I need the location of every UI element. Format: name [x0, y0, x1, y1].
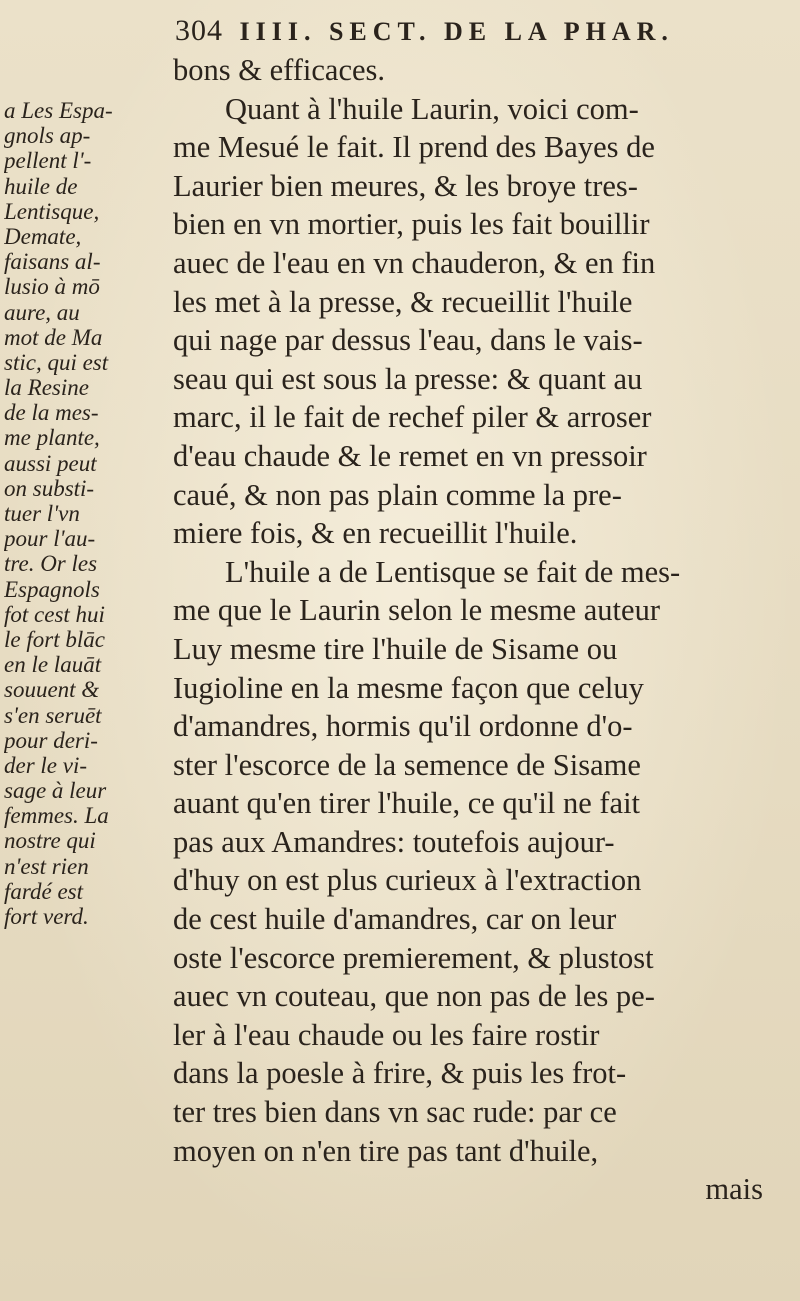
margin-note-line: gnols ap-: [4, 123, 91, 149]
text-line: Laurier bien meures, & les broye tres-: [173, 168, 638, 203]
margin-note-line: huile de: [4, 173, 78, 199]
margin-note-line: tuer l'vn: [4, 501, 80, 526]
text-line: auec de l'eau en vn chauderon, & en fin: [173, 245, 656, 280]
margin-note-line: n'est rien: [4, 853, 89, 879]
text-line: bien en vn mortier, puis les fait bouillir: [173, 207, 650, 242]
page-number: 304: [175, 14, 223, 47]
text-line: d'amandres, hormis qu'il ordonne d'o-: [173, 709, 633, 744]
margin-note-line: sage à leur: [4, 778, 107, 804]
margin-note-line: s'en seruēt: [4, 702, 102, 728]
margin-note-line: la Resine: [4, 375, 89, 401]
text-line: moyen on n'en tire pas tant d'huile,: [173, 1133, 599, 1168]
text-line: les met à la presse, & recueillit l'huile: [173, 284, 633, 319]
text-line: bons & efficaces.: [173, 53, 386, 87]
text-line: caué, & non pas plain comme la pre-: [173, 477, 622, 512]
margin-note-line: fardé est: [4, 878, 83, 904]
margin-note-line: Demate,: [4, 223, 82, 249]
margin-note-line: le fort blāc: [4, 626, 105, 652]
main-text-block: [173, 51, 793, 1209]
margin-note-line: Lentisque,: [4, 198, 100, 224]
text-line: dans la poesle à frire, & puis les frot-: [173, 1056, 627, 1091]
margin-note-line: on substi-: [4, 475, 95, 501]
text-line: d'eau chaude & le remet en vn pressoir: [173, 438, 647, 473]
margin-note-line: en le lauāt: [4, 652, 102, 678]
text-line: auec vn couteau, que non pas de les pe-: [173, 979, 655, 1014]
text-line: ter tres bien dans vn sac rude: par ce: [173, 1095, 617, 1130]
text-line: L'huile a de Lentisque se fait de mes-: [225, 554, 681, 589]
text-line: Iugioline en la mesme façon que celuy: [173, 670, 644, 705]
margin-note-line: a Les Espa-: [4, 98, 113, 123]
text-line: me que le Laurin selon le mesme auteur: [173, 593, 660, 628]
running-title: IIII. SECT. DE LA PHAR.: [239, 17, 674, 46]
text-line: mais: [705, 1172, 763, 1207]
margin-note-line: me plante,: [4, 425, 100, 451]
text-line: ler à l'eau chaude ou les faire rostir: [173, 1017, 600, 1052]
margin-note-line: de la mes-: [4, 400, 99, 426]
margin-note-line: aussi peut: [4, 450, 97, 476]
text-line: Luy mesme tire l'huile de Sisame ou: [173, 631, 618, 666]
margin-note-line: fort verd.: [4, 904, 89, 929]
text-line: qui nage par dessus l'eau, dans le vais-: [173, 323, 643, 358]
running-header: [175, 14, 775, 54]
margin-note-line: pour deri-: [4, 727, 98, 753]
margin-note-line: pellent l'-: [4, 148, 92, 174]
margin-note-line: Espagnols: [4, 576, 100, 602]
text-line: auant qu'en tirer l'huile, ce qu'il ne fait: [173, 786, 641, 821]
margin-note-line: faisans al-: [4, 249, 101, 275]
margin-note-line: mot de Ma: [4, 324, 103, 350]
text-line: ster l'escorce de la semence de Sisame: [173, 747, 641, 782]
text-line: pas aux Amandres: toutefois aujour-: [173, 824, 615, 859]
margin-note-line: souuent &: [4, 677, 100, 703]
margin-note-line: fot cest hui: [4, 601, 105, 627]
text-line: seau qui est sous la presse: & quant au: [173, 361, 643, 396]
margin-note-line: aure, au: [4, 299, 80, 325]
text-line: Quant à l'huile Laurin, voici com-: [225, 91, 639, 126]
margin-note-line: stic, qui est: [4, 349, 109, 375]
margin-note-line: pour l'au-: [4, 526, 96, 552]
text-line: de cest huile d'amandres, car on leur: [173, 902, 617, 937]
margin-note-line: tre. Or les: [4, 551, 98, 577]
margin-note-line: femmes. La: [4, 803, 109, 829]
margin-note-line: lusio à mō: [4, 274, 100, 300]
text-line: marc, il le fait de rechef piler & arroser: [173, 400, 652, 435]
marginal-note: [4, 98, 176, 929]
text-line: miere fois, & en recueillit l'huile.: [173, 516, 578, 551]
text-line: oste l'escorce premierement, & plustost: [173, 940, 654, 975]
margin-note-line: nostre qui: [4, 828, 96, 854]
text-line: me Mesué le fait. Il prend des Bayes de: [173, 130, 655, 165]
text-line: d'huy on est plus curieux à l'extraction: [173, 863, 642, 898]
margin-note-line: der le vi-: [4, 752, 88, 778]
